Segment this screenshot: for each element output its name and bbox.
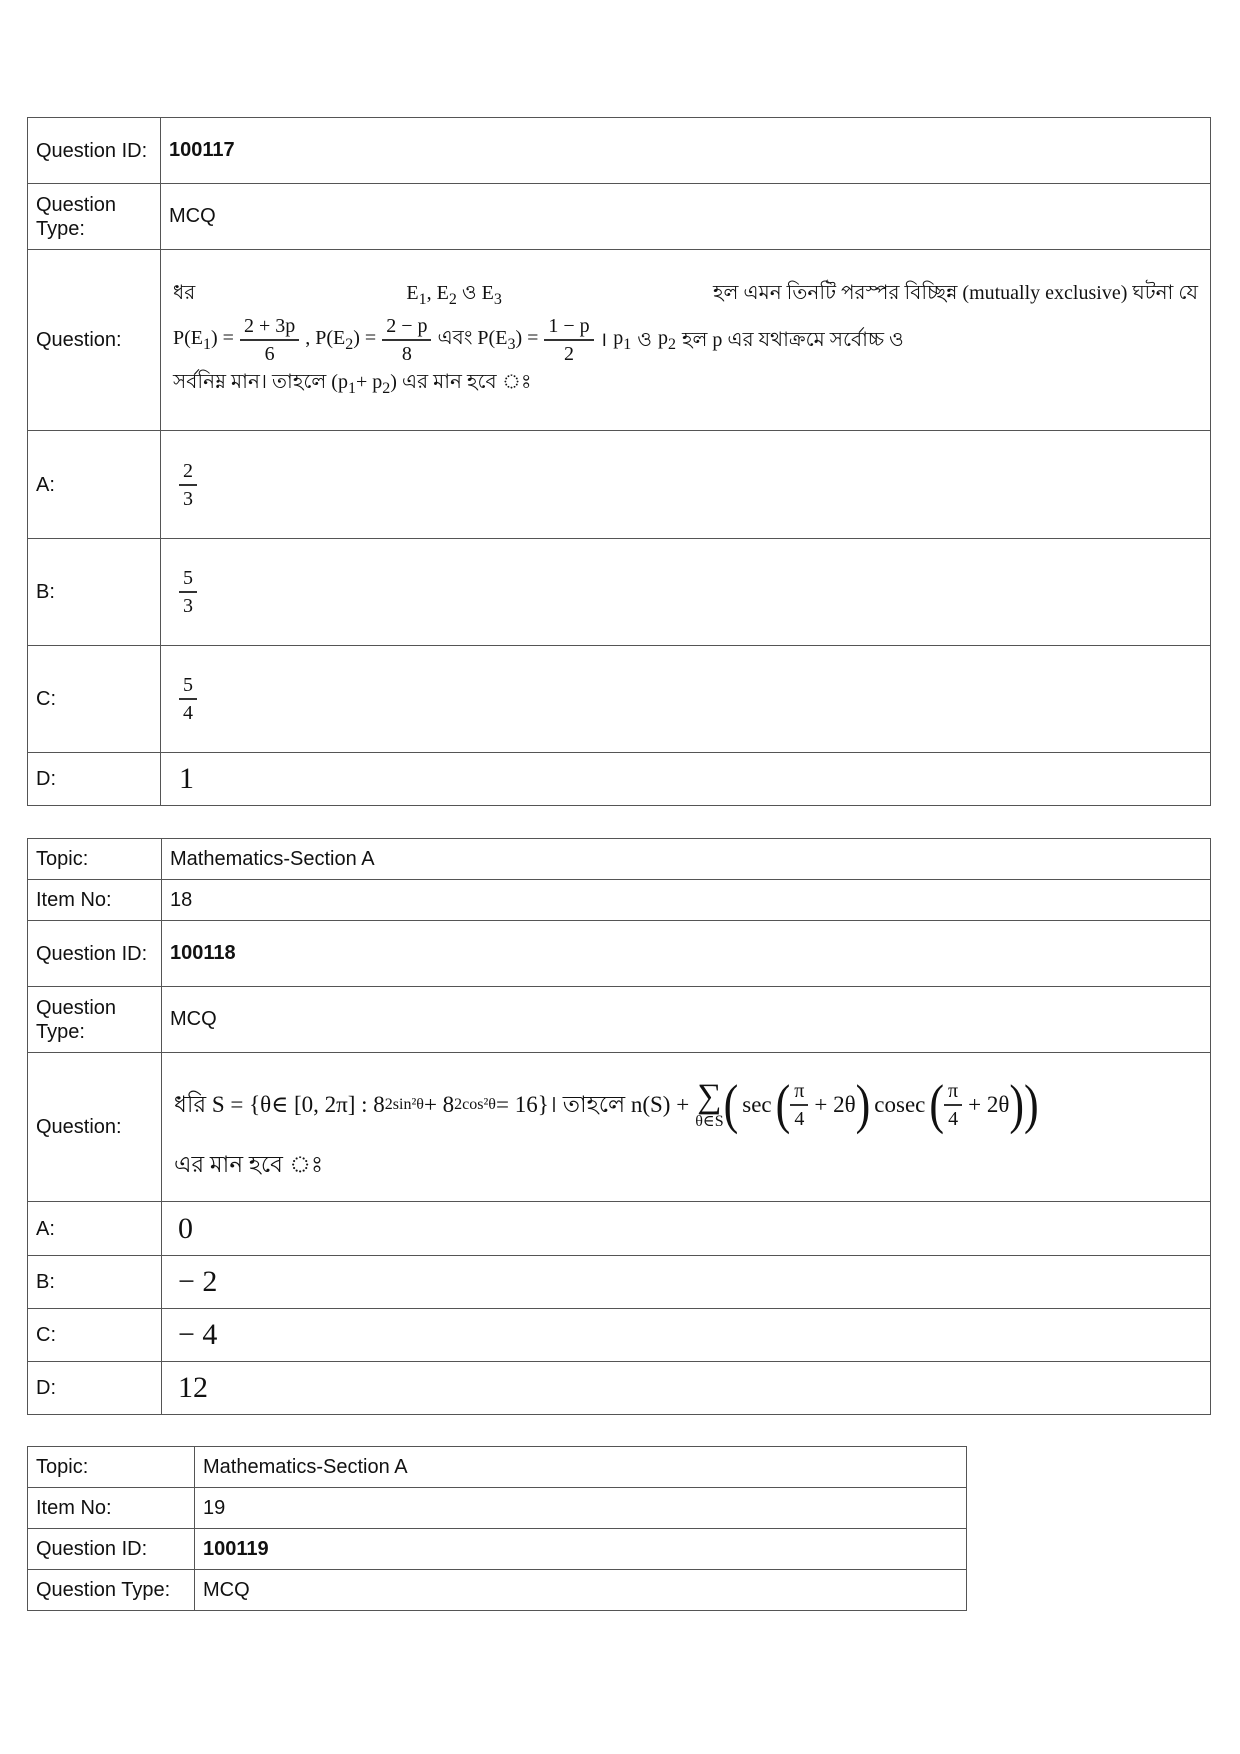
question-label: Question:	[28, 1053, 162, 1202]
row-option-b	[28, 539, 1211, 646]
question-type-label: Question Type:	[28, 184, 161, 250]
option-b-value: − 2	[162, 1256, 1211, 1309]
row-question-type	[28, 987, 1211, 1053]
option-c-value: − 4	[162, 1309, 1211, 1362]
row-item-no	[28, 880, 1211, 921]
option-d-value: 12	[162, 1362, 1211, 1415]
option-c-label: C:	[28, 1309, 162, 1362]
option-d-label: D:	[28, 1362, 162, 1415]
option-a-value: $\frac{2}{3}$	[161, 431, 1211, 539]
question-label: Question:	[28, 250, 161, 431]
row-option-d	[28, 1362, 1211, 1415]
row-option-b	[28, 1256, 1211, 1309]
row-question-id	[28, 1529, 967, 1570]
row-question-type	[28, 1570, 967, 1611]
question-id-value: 100119	[203, 1537, 269, 1560]
question-id-label: Question ID:	[28, 118, 161, 184]
row-question	[28, 250, 1211, 431]
item-no-label: Item No:	[28, 1488, 195, 1529]
row-question	[28, 1053, 1211, 1202]
question-text: ধর $E_1$, $E_2$ ও $E_3$ হল এমন তিনটি পরস্পর বিচ্ছিন্ন (mutually exclusive) ঘটনা যে $P(E_1)$ = $\frac{2 + 3p}{6}$ , $P(E_2)$ = $\frac{2 - p}{8}$ এবং $P(E_3)$ = $\frac{1 - p}{2}$ । $p_1$ ও $p_2$ হল p এর যথাক্রমে সর্বোচ্চ ও সর্বনিম্ন মান। তাহলে $(p_1+ p_2)$ এর মান হবে ঃ	[161, 250, 1211, 431]
row-topic	[28, 1447, 967, 1488]
topic-value: Mathematics-Section A	[162, 839, 1211, 880]
option-c-label: C:	[28, 646, 161, 753]
item-no-value: 19	[195, 1488, 967, 1529]
row-option-c	[28, 1309, 1211, 1362]
option-b-label: B:	[28, 1256, 162, 1309]
fraction-p-e2: $\frac{2 - p}{8}$	[382, 315, 431, 365]
fraction-p-e1: $\frac{2 + 3p}{6}$	[240, 315, 299, 365]
option-a-label: A:	[28, 431, 161, 539]
question-table-100118	[27, 838, 1211, 1415]
item-no-value: 18	[162, 880, 1211, 921]
row-option-a	[28, 431, 1211, 539]
question-type-label: Question Type:	[28, 987, 162, 1053]
option-a-label: A:	[28, 1202, 162, 1256]
row-item-no	[28, 1488, 967, 1529]
row-question-id	[28, 921, 1211, 987]
question-type-value: MCQ	[161, 184, 1211, 250]
row-option-d	[28, 753, 1211, 806]
question-id-value: 100117	[169, 139, 235, 161]
fraction-p-e3: $\frac{1 - p}{2}$	[544, 315, 593, 365]
question-id-value: 100118	[170, 942, 236, 964]
row-question-type	[28, 184, 1211, 250]
item-no-label: Item No:	[28, 880, 162, 921]
option-a-value: 0	[162, 1202, 1211, 1256]
summation: ∑ θ∈S	[695, 1078, 724, 1131]
question-table-100119	[27, 1446, 967, 1611]
question-table-100117	[27, 117, 1211, 806]
option-b-value: $\frac{5}{3}$	[161, 539, 1211, 646]
row-question-id	[28, 118, 1211, 184]
topic-label: Topic:	[28, 839, 162, 880]
option-b-label: B:	[28, 539, 161, 646]
row-option-c	[28, 646, 1211, 753]
option-d-label: D:	[28, 753, 161, 806]
row-topic	[28, 839, 1211, 880]
question-text: ধরি S = {θ∈ [0, 2π] : 8 2sin²θ + 8 2cos²θ = 16}। তাহলে n(S) + ∑ θ∈S ( sec ( $\frac{\pi}{4}$ + 2θ ) cosec ( $\frac{\pi}{4}$ + 2θ ) ) এর মান হবে ঃ	[162, 1053, 1211, 1202]
option-c-value: $\frac{5}{4}$	[161, 646, 1211, 753]
topic-label: Topic:	[28, 1447, 195, 1488]
question-id-label: Question ID:	[28, 921, 162, 987]
row-option-a	[28, 1202, 1211, 1256]
question-id-label: Question ID:	[28, 1529, 195, 1570]
question-type-value: MCQ	[162, 987, 1211, 1053]
question-type-label: Question Type:	[28, 1570, 195, 1611]
question-type-value: MCQ	[195, 1570, 967, 1611]
topic-value: Mathematics-Section A	[195, 1447, 967, 1488]
option-d-value: 1	[161, 753, 1211, 806]
